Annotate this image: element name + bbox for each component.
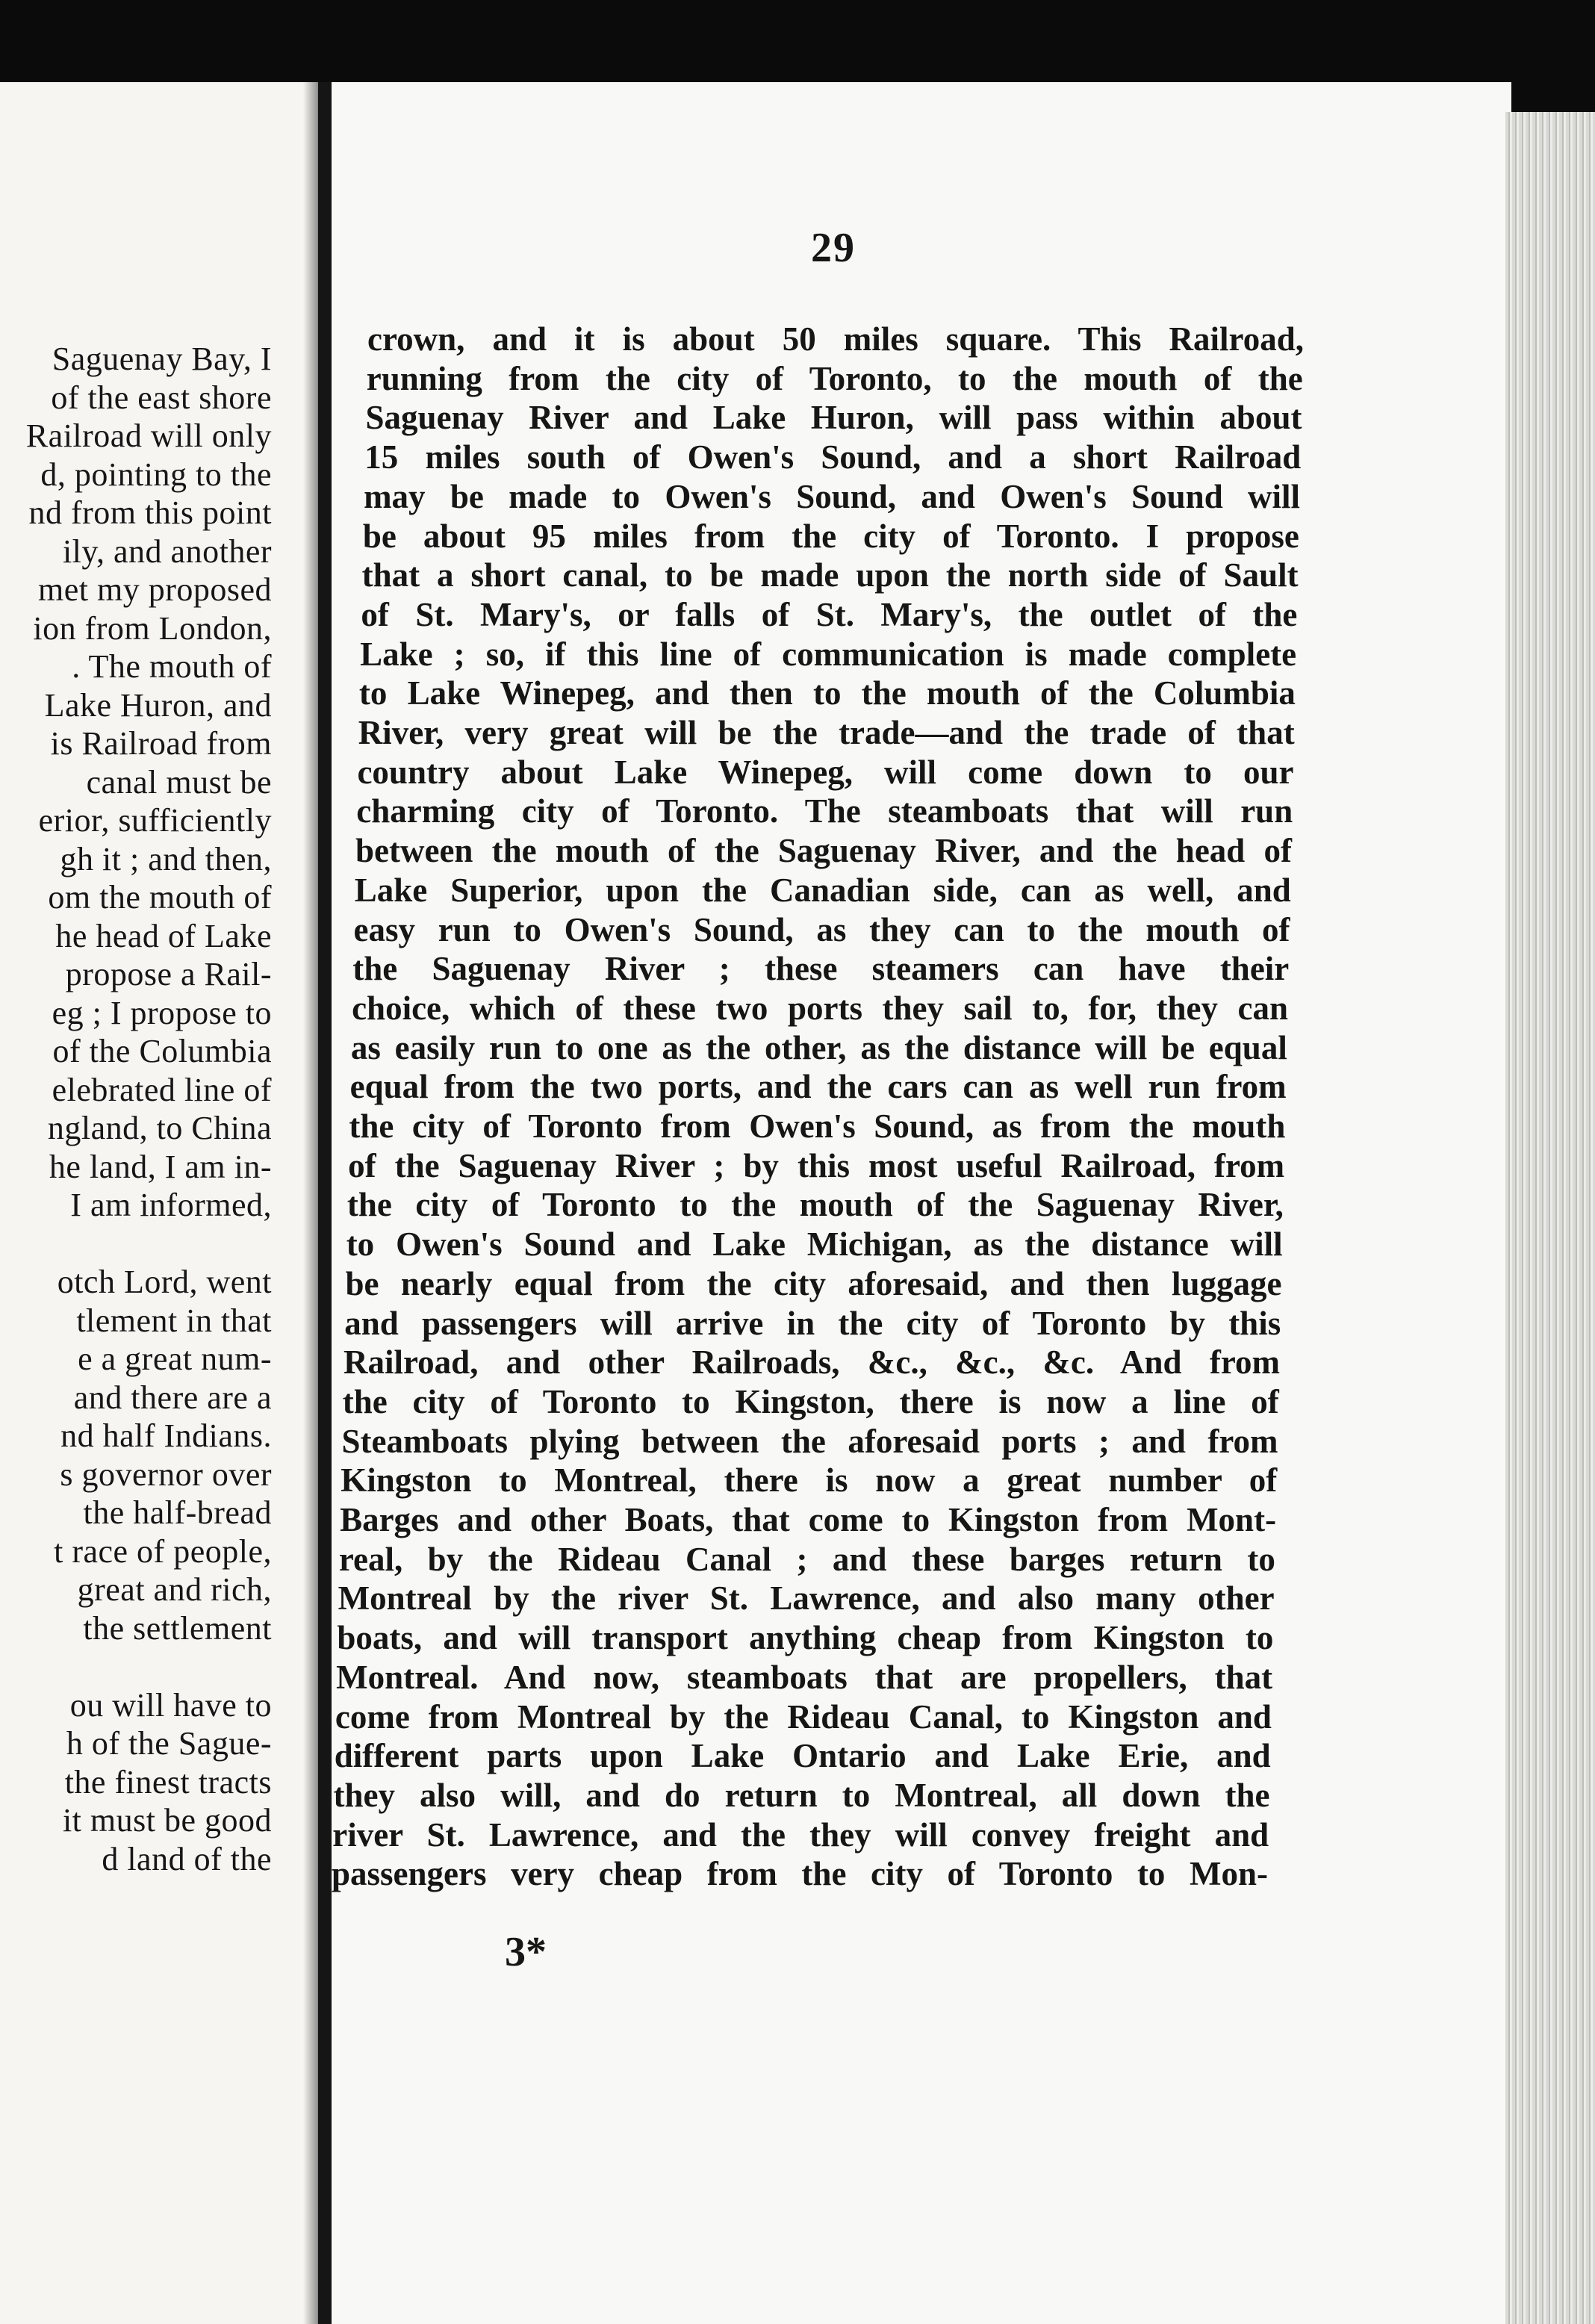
body-text-line: choice, which of these two ports they sail to, for, they can [352,989,1289,1027]
left-page-line: ion from London, [33,609,272,647]
left-page-line: propose a Rail- [65,956,272,992]
left-page-line: erior, sufficiently [38,802,272,839]
body-text-line: charming city of Toronto. The steamboats that will run [356,792,1293,830]
body-text-line: equal from the two ports, and the cars can as well run from [349,1068,1287,1106]
body-text-line: the Saguenay River ; these steamers can have their [352,950,1290,988]
body-text-line: Steamboats plying between the aforesaid ports ; and from [341,1422,1278,1460]
body-text-line: they also will, and do return to Montreal, all down the [333,1776,1270,1814]
body-text-line: as easily run to one as the other, as the distance will be equal [350,1028,1287,1066]
body-text-line: 15 miles south of Owen's Sound, and a short Railroad [364,438,1302,476]
body-text-line: country about Lake Winepeg, will come down to our [357,753,1294,791]
left-page-line: is Railroad from [50,725,272,762]
left-page-line: ngland, to China [47,1110,272,1146]
left-page-line: . The mouth of [72,648,272,685]
left-page-line: Saguenay Bay, I [52,341,272,377]
page-edges [1505,112,1595,2324]
body-text-line: Railroad, and other Railroads, &c., &c., &c. And from [343,1343,1280,1382]
body-text-line: river St. Lawrence, and the they will convey freight and [332,1815,1269,1854]
left-page-line: d land of the [102,1840,272,1877]
body-text-line: Kingston to Montreal, there is now a great number of [341,1461,1278,1500]
left-page-line: s governor over [60,1455,272,1493]
left-page-line: Railroad will only [25,417,272,454]
left-page-line: canal must be [86,763,272,801]
left-page-line: elebrated line of [52,1071,272,1108]
left-page-line: om the mouth of [48,879,272,916]
left-page-line: great and rich, [77,1571,272,1608]
body-text-line: Saguenay River and Lake Huron, will pass within about [365,399,1302,437]
body-text-line: crown, and it is about 50 miles square. This Railroad, [367,320,1304,358]
body-text-line: and passengers will arrive in the city of Toronto by this [344,1304,1281,1342]
left-page-line: h of the Sague- [66,1725,272,1762]
left-page [0,82,318,2324]
body-text-line: be nearly equal from the city aforesaid, and then luggage [345,1264,1282,1302]
left-page-line: e a great num- [78,1340,272,1377]
left-page-line: of the east shore [51,379,272,416]
body-text-line: running from the city of Toronto, to the mouth of the [366,359,1303,397]
body-text-line: to Owen's Sound and Lake Michigan, as the distance will [346,1225,1283,1264]
body-text-line: River, very great will be the trade—and the trade of that [358,714,1295,751]
left-page-line: and there are a [73,1379,272,1416]
signature-mark: 3* [505,1929,547,1975]
body-text-line: the city of Toronto from Owen's Sound, as from the mouth [349,1107,1286,1145]
body-text-line: of the Saguenay River ; by this most useful Railroad, from [348,1146,1285,1184]
body-text-line: between the mouth of the Saguenay River, and the head of [355,832,1292,870]
page-number: 29 [811,225,856,271]
left-page-line: I am informed, [70,1187,272,1223]
left-page-line: eg ; I propose to [52,994,272,1031]
body-text-line: the city of Toronto to Kingston, there is now a line of [342,1382,1279,1420]
body-text-line: may be made to Owen's Sound, and Owen's Sound will [364,477,1301,515]
body-text-line: that a short canal, to be made upon the north side of Sault [361,556,1299,594]
left-page-line: t race of people, [54,1532,272,1570]
body-text-line: easy run to Owen's Sound, as they can to the mouth of [353,910,1290,948]
left-page-line: ou will have to [69,1686,272,1724]
body-text-line: different parts upon Lake Ontario and Lake Erie, and [334,1737,1271,1775]
left-page-line: of the Columbia [52,1033,272,1069]
left-page-line: the settlement [83,1609,272,1647]
body-text-line: boats, and will transport anything cheap from Kingston to [337,1619,1274,1657]
left-page-line: tlement in that [76,1302,272,1339]
body-text-line: real, by the Rideau Canal ; and these barges return to [338,1540,1275,1578]
left-page-line: nd from this point [28,494,272,531]
body-text-line: the city of Toronto to the mouth of the Saguenay River, [346,1186,1284,1224]
body-text-line: Montreal by the river St. Lawrence, and also many other [338,1579,1275,1618]
body-text-line: Lake ; so, if this line of communication is made complete [360,635,1297,673]
left-page-line: he land, I am in- [49,1148,272,1185]
left-page-line: nd half Indians. [60,1417,272,1454]
book-spine [318,82,332,2324]
body-text-line: Lake Superior, upon the Canadian side, can as well, and [354,871,1291,909]
left-page-line: the finest tracts [64,1763,272,1801]
left-page-line: met my proposed [37,571,272,608]
body-text-line: passengers very cheap from the city of Toronto to Mon- [332,1855,1268,1893]
left-page-line: ily, and another [62,532,272,570]
left-page-line: the half-bread [83,1494,272,1531]
body-text-line: to Lake Winepeg, and then to the mouth of the Columbia [358,674,1296,712]
left-page-line: Lake Huron, and [44,686,272,724]
body-text-line: be about 95 miles from the city of Toronto. I propose [362,517,1299,555]
left-page-line: it must be good [62,1802,272,1839]
body-text-line: Montreal. And now, steamboats that are propellers, that [336,1658,1273,1696]
left-page-line: gh it ; and then, [60,840,272,877]
left-page-line: otch Lord, went [57,1264,272,1300]
left-page-line: he head of Lake [55,917,272,954]
body-text-line: come from Montreal by the Rideau Canal, to Kingston and [335,1697,1272,1736]
body-text-line: of St. Mary's, or falls of St. Mary's, the outlet of the [361,595,1298,633]
left-page-line: d, pointing to the [40,456,272,493]
body-text-line: Barges and other Boats, that come to Kingston from Mont- [340,1501,1277,1538]
